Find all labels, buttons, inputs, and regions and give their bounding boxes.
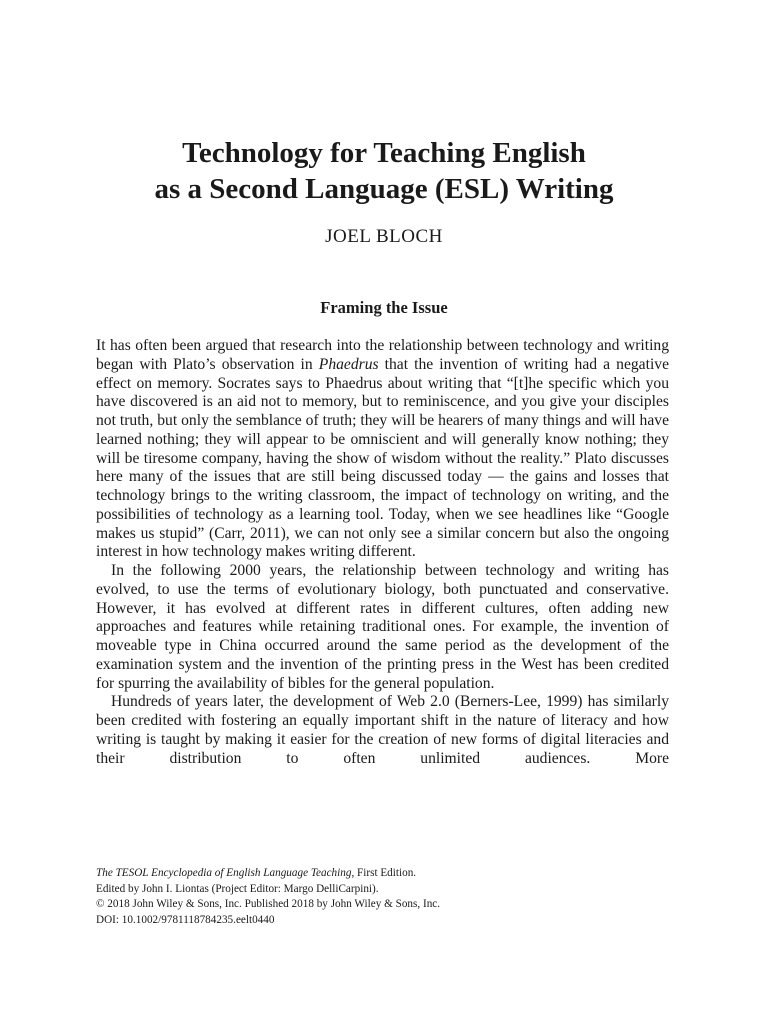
footer-editors: Edited by John I. Liontas (Project Editor: Margo DelliCarpini).	[96, 882, 379, 895]
footer-edition: , First Edition.	[351, 867, 417, 879]
article-title-line-1: Technology for Teaching English	[182, 137, 586, 169]
footer-copyright: © 2018 John Wiley & Sons, Inc. Published 2018 by John Wiley & Sons, Inc.	[96, 898, 441, 910]
footer-doi: DOI: 10.1002/9781118784235.eelt0440	[96, 913, 275, 926]
author-name: JOEL BLOCH	[325, 226, 443, 247]
paragraph-1	[96, 337, 669, 562]
publication-footer	[96, 866, 669, 928]
footer-book-title: The TESOL Encyclopedia of English Language Teaching	[96, 867, 352, 879]
paragraph-1-italic-title: Phaedrus	[318, 355, 379, 373]
footer-book-line	[96, 866, 669, 882]
article-body	[96, 337, 669, 768]
article-title-line-2: as a Second Language (ESL) Writing	[154, 173, 614, 205]
paragraph-2: In the following 2000 years, the relationship between technology and writing has evolved, to use the terms of evolutionary biology, both punctuated and conservative. However, it has evolved at different rates in different cultures, often adding new approaches and features while retaining traditional ones. For example, the invention of moveable type in China occurred around the same period as the development of the examination system and the invention of the printing press in the West has been credited for spurring the availability of bibles for the general population.	[96, 562, 669, 692]
section-heading: Framing the Issue	[320, 298, 448, 317]
paragraph-1-text-a: It has often been argued that research into the relationship between technology and writing began with Plato’s observation in	[96, 337, 669, 373]
paragraph-3: Hundreds of years later, the development of Web 2.0 (Berners-Lee, 1999) has similarly been credited with fostering an equally important shift in the nature of literacy and how writing is taught by making it easier for the creation of new forms of digital literacies and their distribution to often unlimited audiences. More	[96, 693, 669, 767]
paragraph-1-text-b: that the invention of writing had a negative effect on memory. Socrates says to Phaedrus about writing that “[t]he specific which you have discovered is an aid not to memory, but to reminiscence, and you give your disciples not truth, but only the semblance of truth; they will be hearers of many things and will have learned nothing; they will appear to be omniscient and will generally know nothing; they will be tiresome company, having the show of wisdom without the reality.” Plato discusses here many of the issues that are still being discussed today — the gains and losses that technology brings to the writing classroom, the impact of technology on writing, and the possibilities of technology as a learning tool. Today, when we see headlines like “Google makes us stupid” (Carr, 2011), we can not only see a similar concern but also the ongoing interest in how technology makes writing different.	[96, 355, 669, 561]
